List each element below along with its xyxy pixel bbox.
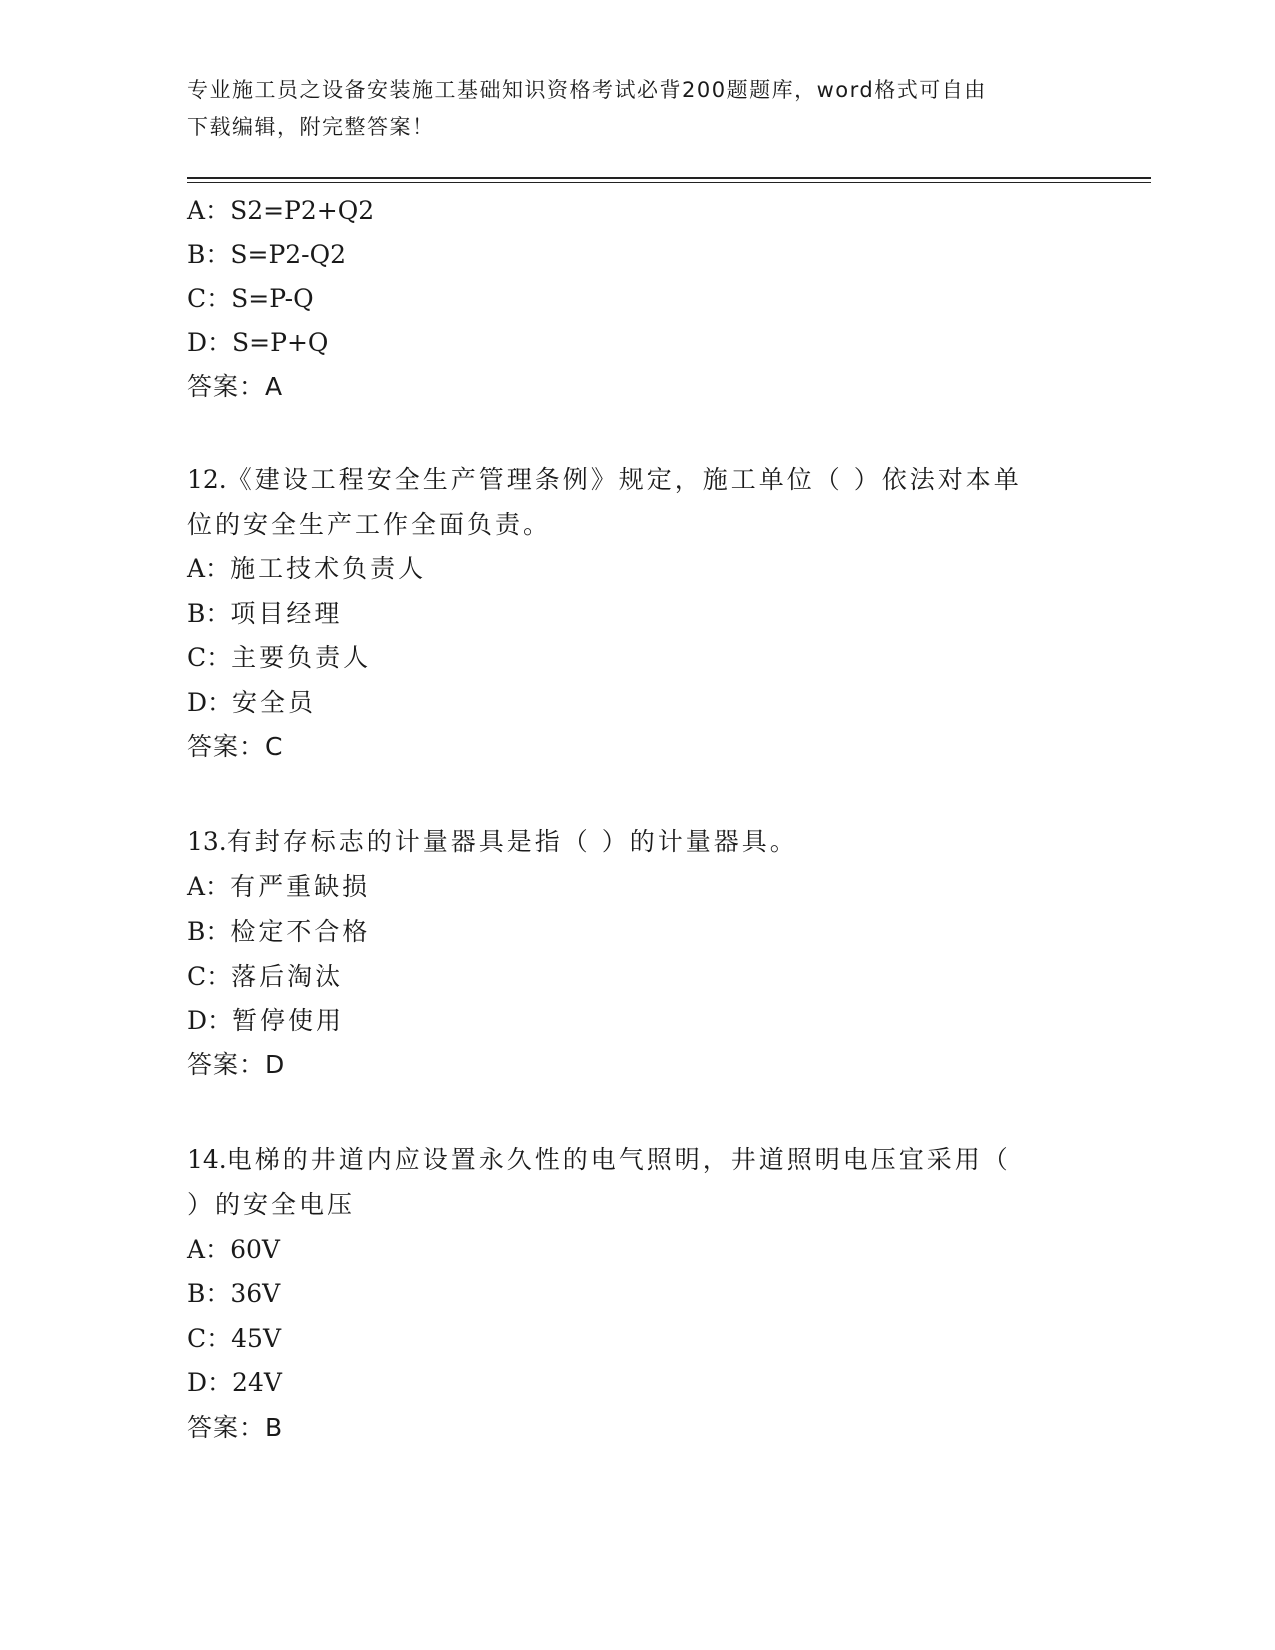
q11-answer: 答案：A <box>187 372 284 401</box>
q12-option-a: A：施工技术负责人 <box>187 554 427 583</box>
q12-stem-line-1: 12.《建设工程安全生产管理条例》规定，施工单位（ ）依法对本单 <box>187 465 1022 494</box>
q14-option-c: C：45V <box>187 1324 282 1353</box>
q12-option-b: B：项目经理 <box>187 599 343 628</box>
q12-option-d: D：安全员 <box>187 688 317 717</box>
q14-option-a: A：60V <box>187 1235 280 1264</box>
q12-stem-line-2: 位的安全生产工作全面负责。 <box>187 510 552 539</box>
q12-answer: 答案：C <box>187 732 284 761</box>
q13-option-c: C：落后淘汰 <box>187 962 344 991</box>
q13-option-b: B：检定不合格 <box>187 917 371 946</box>
header-line-1: 专业施工员之设备安装施工基础知识资格考试必背200题题库，word格式可自由 <box>187 78 987 102</box>
q14-stem-line-2: ）的安全电压 <box>187 1190 356 1219</box>
q11-option-b: B：S=P2-Q2 <box>187 240 347 269</box>
q14-option-d: D：24V <box>187 1368 282 1397</box>
q14-option-b: B：36V <box>187 1279 281 1308</box>
q14-stem-line-1: 14.电梯的井道内应设置永久性的电气照明，井道照明电压宜采用（ <box>187 1145 1011 1174</box>
q11-option-a: A：S2=P2+Q2 <box>187 196 375 225</box>
document-header <box>187 72 1087 146</box>
q13-answer: 答案：D <box>187 1050 286 1079</box>
q12-option-c: C：主要负责人 <box>187 643 372 672</box>
header-divider <box>187 177 1151 183</box>
q14-answer: 答案：B <box>187 1413 284 1442</box>
q11-option-c: C：S=P-Q <box>187 284 314 313</box>
header-line-2: 下载编辑，附完整答案！ <box>187 115 435 139</box>
q13-option-a: A：有严重缺损 <box>187 872 371 901</box>
q11-option-d: D：S=P+Q <box>187 328 329 357</box>
q13-option-d: D：暂停使用 <box>187 1006 345 1035</box>
q13-stem-line-1: 13.有封存标志的计量器具是指（ ）的计量器具。 <box>187 827 798 856</box>
